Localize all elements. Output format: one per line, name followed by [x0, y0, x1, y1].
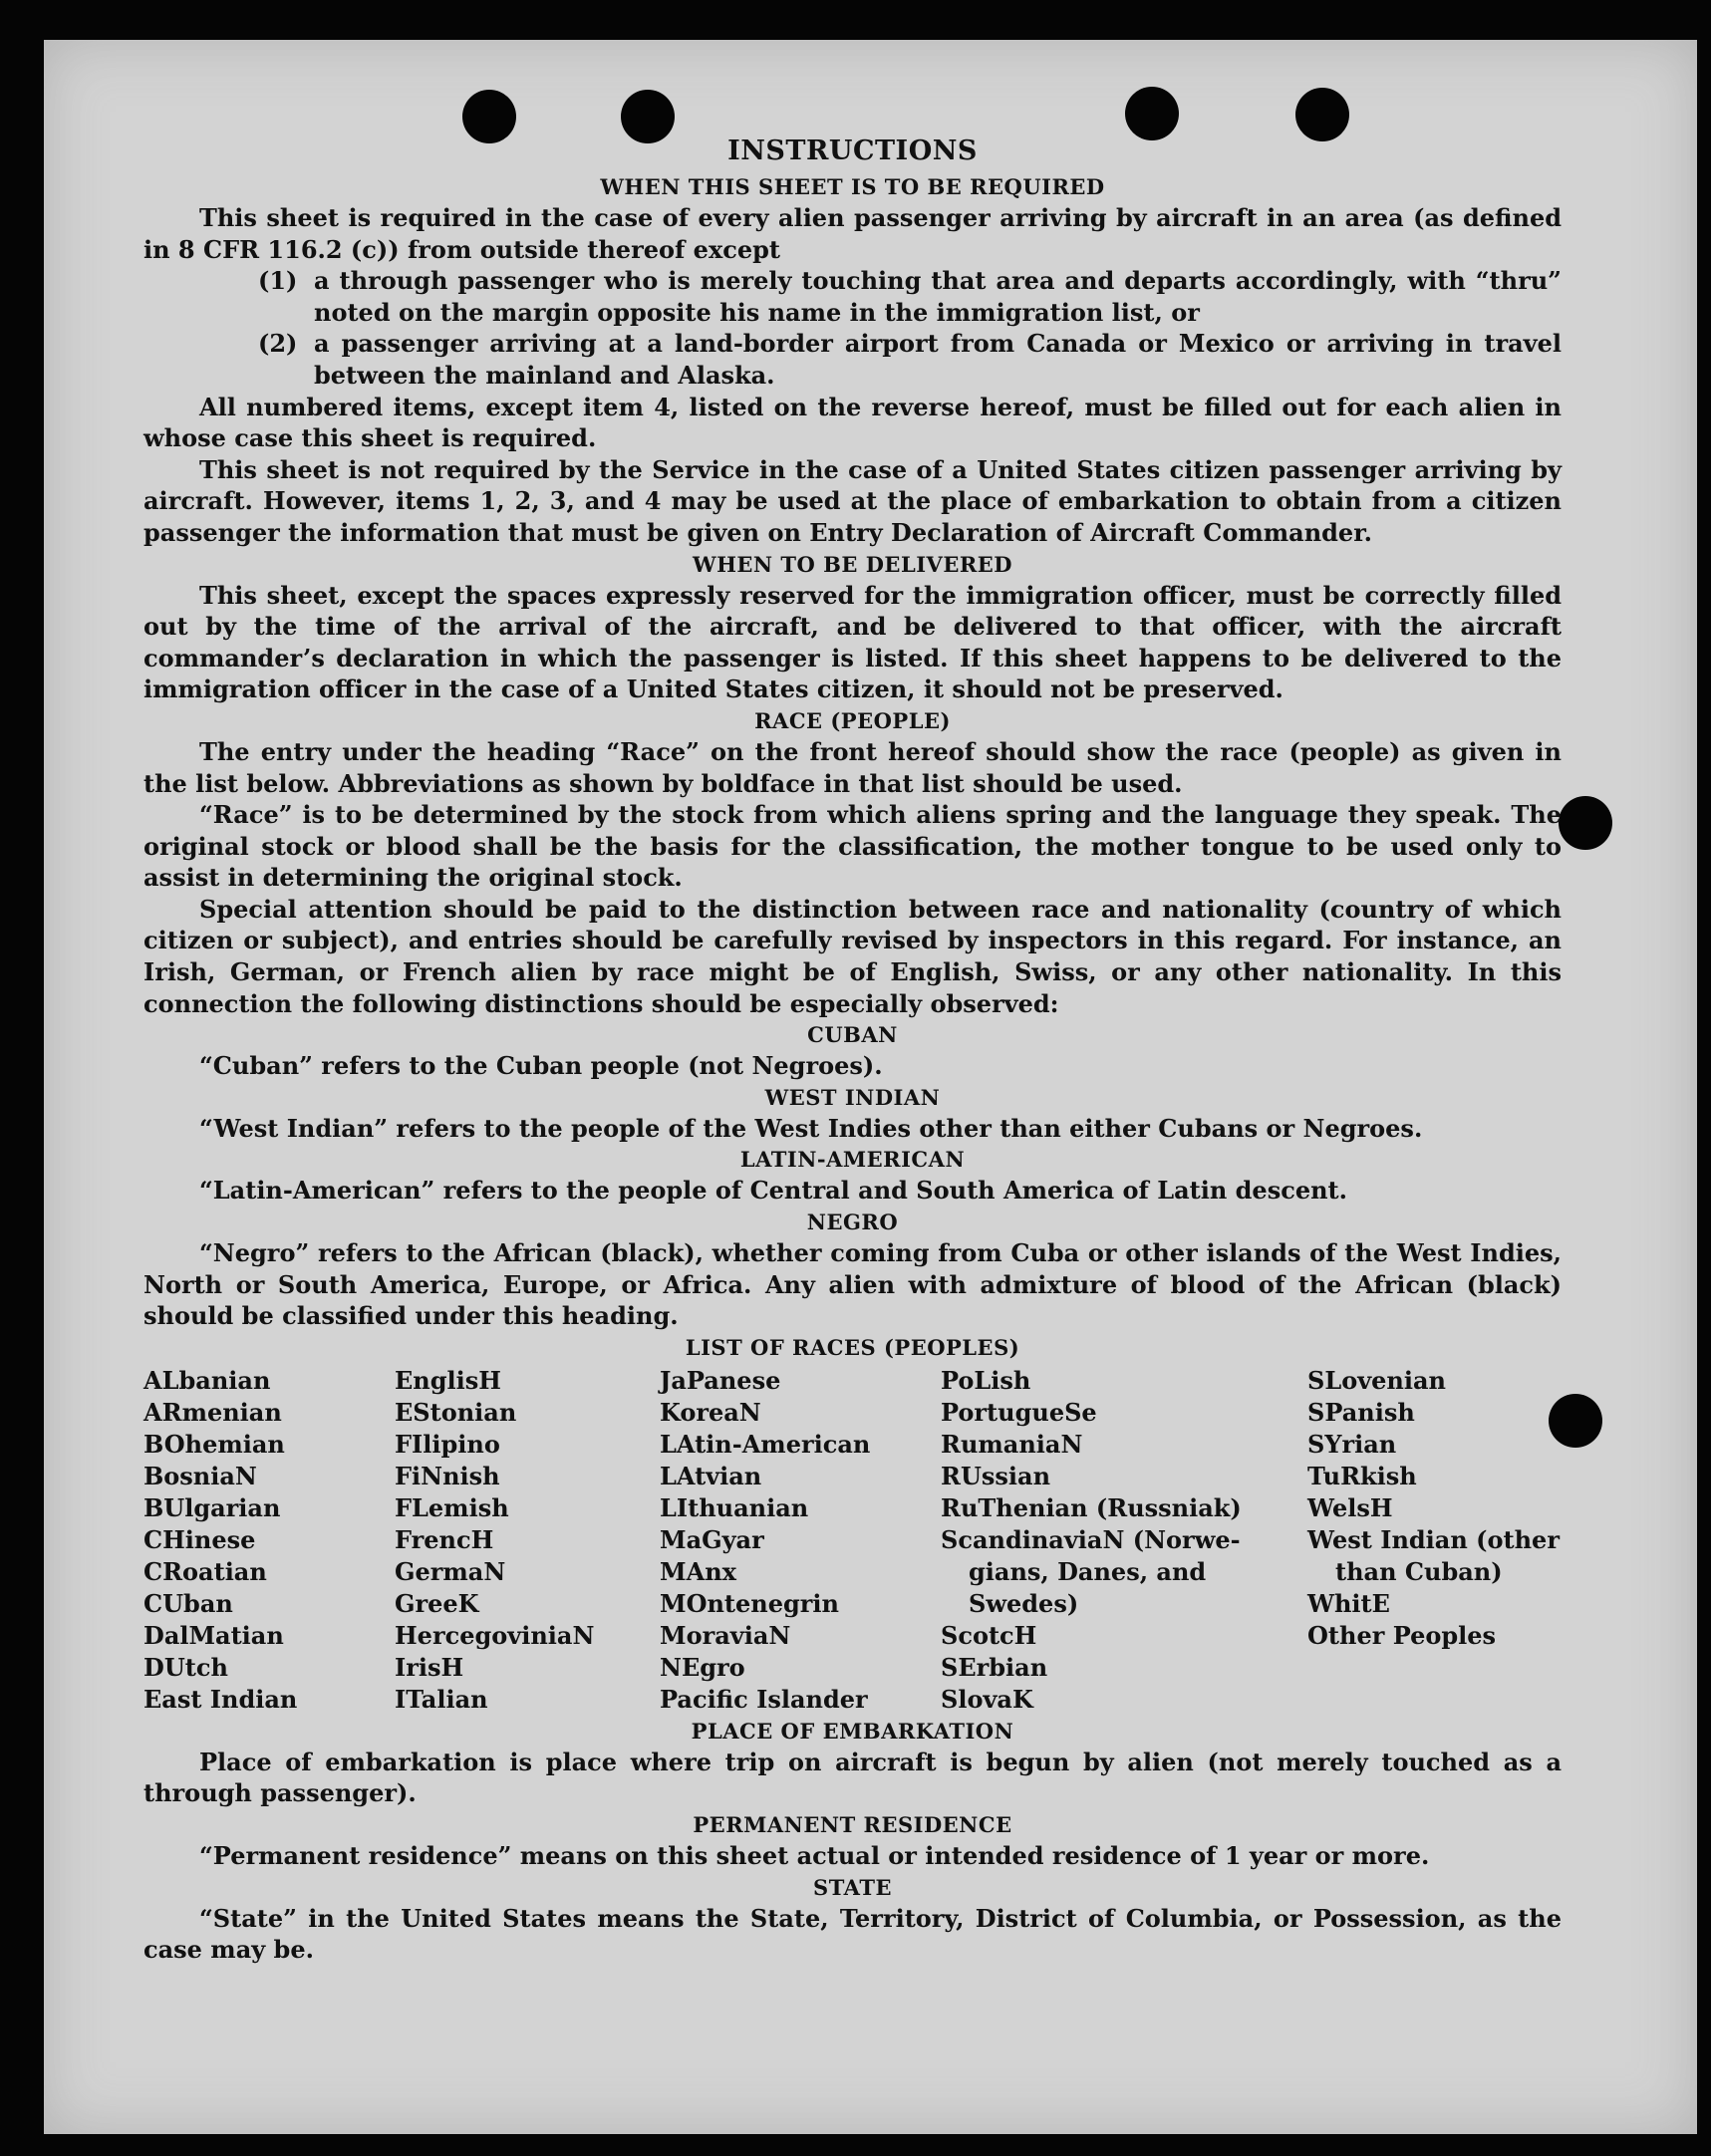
race-item: FiNnish — [395, 1461, 500, 1490]
heading-latin-american: LATIN-AMERICAN — [739, 1147, 966, 1173]
races-column-2 — [395, 1365, 594, 1716]
race-item: Pacific Islander — [660, 1684, 868, 1714]
heading-permanent-residence: PERMANENT RESIDENCE — [693, 1812, 1012, 1837]
race-item: RuThenian (Russniak) — [941, 1492, 1242, 1522]
race-item: ARmenian — [143, 1397, 282, 1427]
race-item: MOntenegrin — [660, 1588, 839, 1618]
race-item: MAnx — [660, 1556, 736, 1586]
heading-state: STATE — [813, 1874, 892, 1900]
race-item: SLovenian — [1307, 1365, 1446, 1395]
race-item: CUban — [143, 1588, 233, 1618]
race-item: MoraviaN — [660, 1620, 791, 1650]
residence-text: “Permanent residence” means on this sheet actual or intended residence of 1 year or more. — [199, 1841, 1430, 1870]
races-column-4 — [941, 1365, 1240, 1716]
exception-item — [258, 328, 1562, 391]
latin-american-text: “Latin-American” refers to the people of Central and South America of Latin descent. — [199, 1176, 1347, 1206]
race-item: CHinese — [143, 1524, 256, 1554]
race-item: GreeK — [395, 1588, 479, 1618]
race-item: East Indian — [143, 1684, 298, 1714]
race-para-3: Special attention should be paid to the distinction between race and nationality (country of which citizen or subject), and entries should be carefully revised by inspectors in this regard. For instance, an Irish, German, or French alien by race might be of English, Swiss, or any other nationality. In this connection the following distinctions should be especially observed: — [143, 894, 1562, 1018]
race-item: FrencH — [395, 1524, 494, 1554]
race-item: MaGyar — [660, 1524, 764, 1554]
race-item: NEgro — [660, 1652, 745, 1682]
race-item: RumaniaN — [941, 1429, 1083, 1459]
item-number: (2) — [258, 329, 298, 359]
negro-text: “Negro” refers to the African (black), whether coming from Cuba or other islands of the West Indies, North or South America, Europe, or Africa. Any alien with admixture of blood of the African (black) should be classified under this heading. — [143, 1238, 1562, 1331]
race-item: PoLish — [941, 1365, 1031, 1395]
race-item: FIlipino — [395, 1429, 500, 1459]
race-item: ScotcH — [941, 1620, 1037, 1650]
required-para-2: All numbered items, except item 4, listed on the reverse hereof, must be filled out for each alien in whose case this sheet is required. — [143, 392, 1562, 453]
west-indian-text: “West Indian” refers to the people of the West Indies other than either Cubans or Negroes. — [199, 1113, 1423, 1143]
race-item: EStonian — [395, 1397, 517, 1427]
race-item: BOhemian — [143, 1429, 285, 1459]
race-item: SErbian — [941, 1652, 1048, 1682]
state-text: “State” in the United States means the State, Territory, District of Columbia, or Possession, as the case may be. — [143, 1903, 1562, 1965]
race-item: CRoatian — [143, 1556, 267, 1586]
heading-west-indian: WEST INDIAN — [764, 1084, 941, 1110]
exception-item — [258, 265, 1562, 328]
instructions-content — [143, 132, 1562, 1966]
item-number: (1) — [258, 266, 298, 296]
races-list — [143, 1365, 1562, 1716]
race-item: PortugueSe — [941, 1397, 1097, 1427]
heading-race: RACE (PEOPLE) — [754, 707, 951, 733]
race-item: DUtch — [143, 1652, 228, 1682]
races-column-5 — [1307, 1365, 1560, 1652]
race-item: FLemish — [395, 1492, 509, 1522]
race-item: SPanish — [1307, 1397, 1415, 1427]
race-item: LAtvian — [660, 1461, 762, 1490]
delivered-text: This sheet, except the spaces expressly reserved for the immigration officer, must be correctly filled out by the time of the arrival of the aircraft, and be delivered to that officer, with the aircraft commander’s declaration in which the passenger is listed. If this sheet happens to be delivered to the immigration officer in the case of a United States citizen, it should not be preserved. — [143, 580, 1562, 704]
race-item: BosniaN — [143, 1461, 257, 1490]
race-item: SYrian — [1307, 1429, 1397, 1459]
race-item: TuRkish — [1307, 1461, 1417, 1490]
race-item: BUlgarian — [143, 1492, 281, 1522]
embarkation-text: Place of embarkation is place where trip on aircraft is begun by alien (not merely touched as a through passenger). — [143, 1747, 1562, 1808]
race-item: DalMatian — [143, 1620, 284, 1650]
required-para-3: This sheet is not required by the Service in the case of a United States citizen passenger arriving by aircraft. However, items 1, 2, 3, and 4 may be used at the place of embarkation to obtain from a citizen passenger the information that must be given on Entry Declaration of Aircraft Commander. — [143, 454, 1562, 547]
race-item: LAtin-American — [660, 1429, 871, 1459]
races-column-3 — [660, 1365, 870, 1716]
race-item: WhitE — [1307, 1588, 1390, 1618]
race-item: SlovaK — [941, 1684, 1033, 1714]
race-para-1: The entry under the heading “Race” on the front hereof should show the race (people) as given in the list below. Abbreviations as shown by boldface in that list should be used. — [143, 736, 1562, 798]
race-item: JaPanese — [660, 1365, 781, 1395]
races-column-1 — [143, 1365, 297, 1716]
heading-delivered: WHEN TO BE DELIVERED — [692, 551, 1012, 577]
race-item-continued: gians, Danes, and — [969, 1556, 1207, 1586]
document-sheet — [44, 40, 1697, 2134]
cuban-text: “Cuban” refers to the Cuban people (not Negroes). — [199, 1051, 883, 1081]
item-text: a passenger arriving at a land-border airport from Canada or Mexico or arriving in travel between the mainland and Alaska. — [314, 329, 1562, 390]
heading-cuban: CUBAN — [807, 1022, 898, 1048]
race-para-2: “Race” is to be determined by the stock from which aliens spring and the language they speak. The original stock or blood shall be the basis for the classification, the mother tongue to be used only to assist in determining the original stock. — [143, 800, 1562, 893]
race-item: ScandinaviaN (Norwe- — [941, 1524, 1241, 1554]
race-item: LIthuanian — [660, 1492, 809, 1522]
race-item-continued: Swedes) — [969, 1588, 1079, 1618]
heading-embarkation: PLACE OF EMBARKATION — [691, 1718, 1014, 1744]
heading-list-of-races: LIST OF RACES (PEOPLES) — [685, 1334, 1020, 1360]
race-item: Other Peoples — [1307, 1620, 1497, 1650]
race-item: ALbanian — [143, 1365, 271, 1395]
race-item: IrisH — [395, 1652, 464, 1682]
race-item: RUssian — [941, 1461, 1051, 1490]
race-item: EnglisH — [395, 1365, 501, 1395]
heading-negro: NEGRO — [806, 1210, 899, 1235]
item-text: a through passenger who is merely touching that area and departs accordingly, with “thru” noted on the margin opposite his name in the immigration list, or — [314, 266, 1562, 327]
punch-hole — [1559, 796, 1612, 850]
heading-required: WHEN THIS SHEET IS TO BE REQUIRED — [600, 174, 1105, 199]
race-item: HercegoviniaN — [395, 1620, 595, 1650]
race-item: ITalian — [395, 1684, 488, 1714]
race-item: KoreaN — [660, 1397, 761, 1427]
race-item: GermaN — [395, 1556, 506, 1586]
required-intro: This sheet is required in the case of every alien passenger arriving by aircraft in an area (as defined in 8 CFR 116.2 (c)) from outside thereof except — [143, 203, 1562, 264]
page-title: INSTRUCTIONS — [727, 135, 978, 166]
race-item: WelsH — [1307, 1492, 1393, 1522]
race-item-continued: than Cuban) — [1335, 1556, 1503, 1586]
race-item: West Indian (other — [1307, 1524, 1560, 1554]
